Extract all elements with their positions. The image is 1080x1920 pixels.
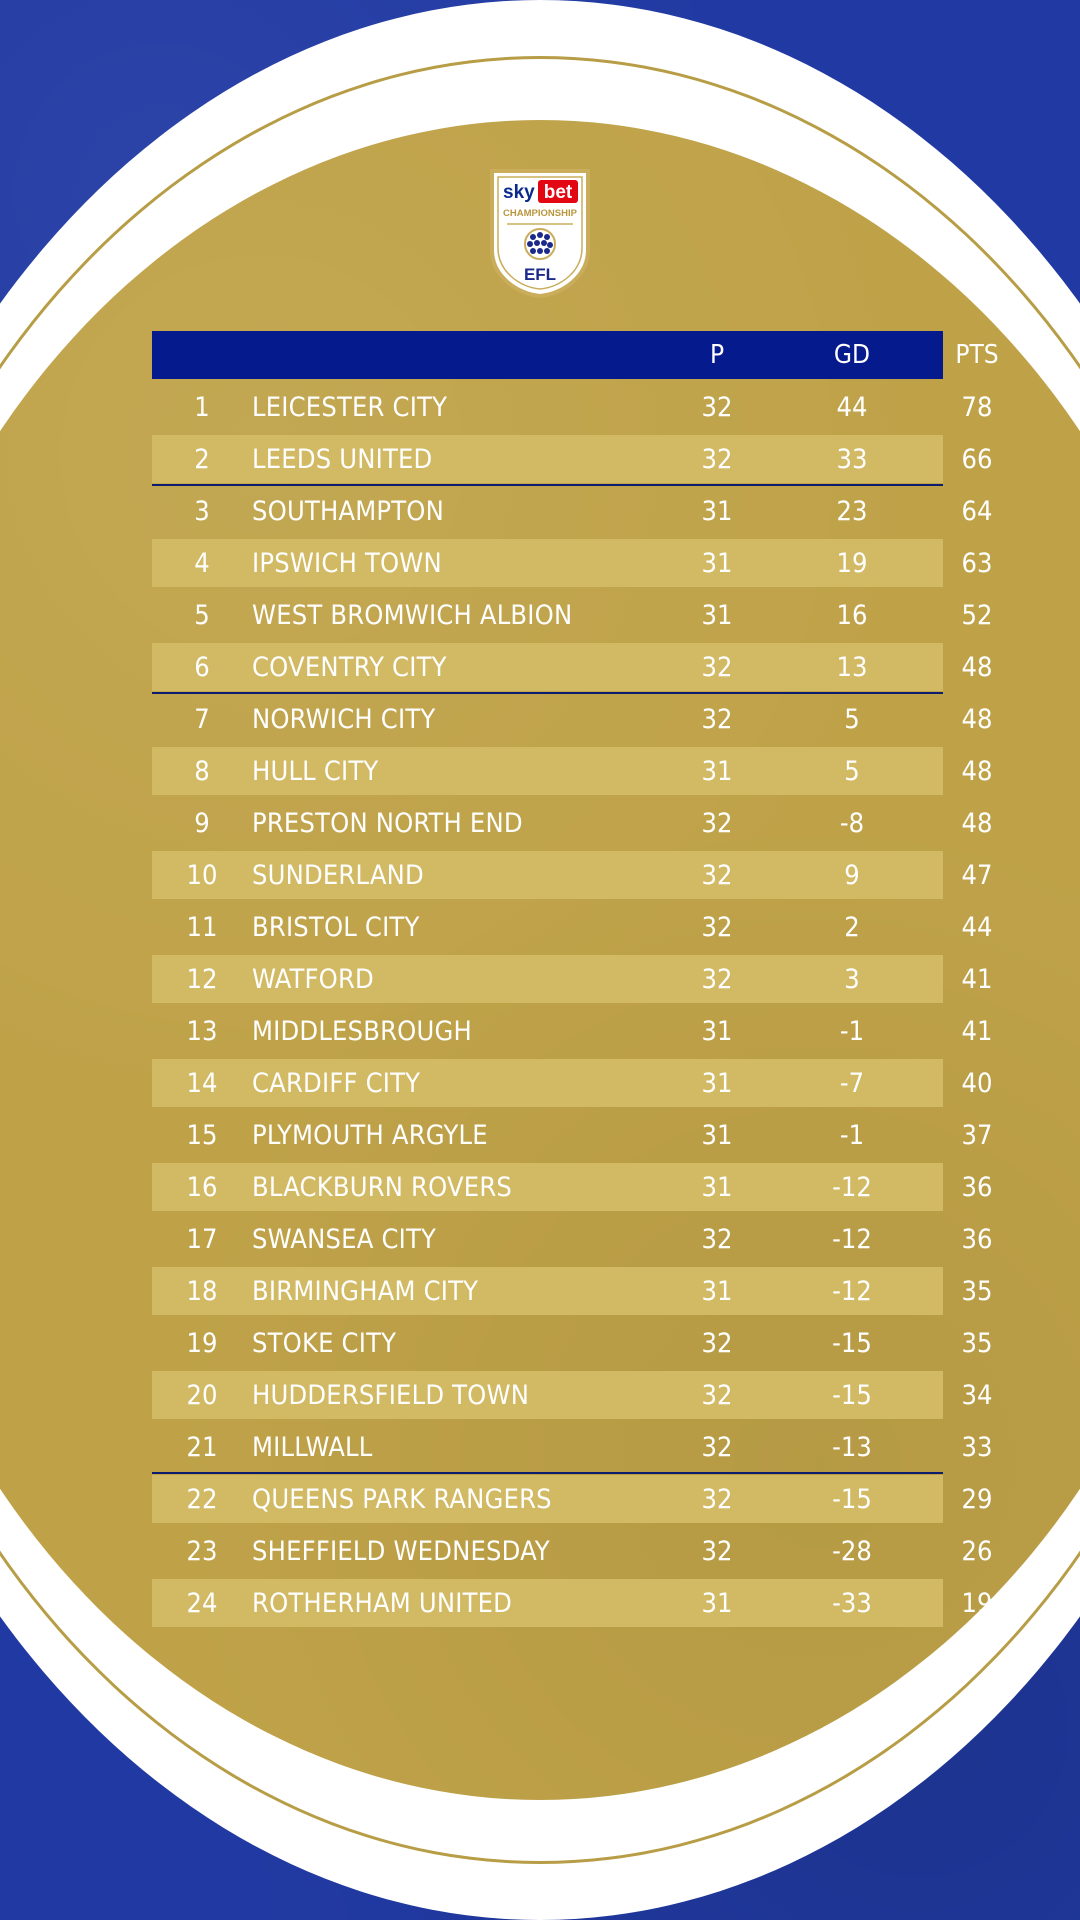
row-team-name: MILLWALL: [252, 1431, 373, 1463]
row-goal-difference: 33: [836, 443, 868, 475]
row-goal-difference: -15: [832, 1379, 872, 1411]
row-played: 32: [701, 1535, 733, 1567]
table-row: [152, 539, 993, 587]
row-team-name: NORWICH CITY: [252, 703, 436, 735]
row-goal-difference: 16: [836, 599, 868, 631]
row-played: 31: [701, 755, 733, 787]
row-points: 52: [961, 599, 993, 631]
row-played: 32: [701, 1223, 733, 1255]
row-points: 78: [961, 391, 993, 423]
row-points: 40: [961, 1067, 993, 1099]
row-position: 19: [186, 1327, 218, 1359]
row-team-name: BIRMINGHAM CITY: [252, 1275, 479, 1307]
row-played: 31: [701, 547, 733, 579]
sky-bet-championship-logo: [489, 168, 591, 298]
logo-bet-text: bet: [543, 182, 573, 203]
row-played: 32: [701, 703, 733, 735]
row-position: 12: [186, 963, 218, 995]
row-position: 9: [194, 807, 210, 839]
row-played: 32: [701, 963, 733, 995]
table-row: [152, 435, 993, 483]
row-goal-difference: -33: [832, 1587, 872, 1619]
table-row: [152, 903, 993, 951]
row-points: 26: [961, 1535, 993, 1567]
row-goal-difference: -8: [839, 807, 865, 839]
row-played: 32: [701, 1327, 733, 1359]
row-team-name: LEICESTER CITY: [252, 391, 448, 423]
row-position: 11: [186, 911, 218, 943]
row-goal-difference: -13: [832, 1431, 872, 1463]
row-goal-difference: 44: [836, 391, 868, 423]
row-points: 34: [961, 1379, 993, 1411]
row-points: 48: [961, 755, 993, 787]
table-row: [152, 643, 993, 691]
table-row: [152, 851, 993, 899]
header-goal-difference: GD: [833, 340, 871, 370]
row-position: 8: [194, 755, 210, 787]
row-points: 29: [961, 1483, 993, 1515]
row-team-name: CARDIFF CITY: [252, 1067, 421, 1099]
row-played: 32: [701, 1483, 733, 1515]
table-row: [152, 955, 993, 1003]
row-team-name: PRESTON NORTH END: [252, 807, 523, 839]
row-played: 32: [701, 391, 733, 423]
row-points: 66: [961, 443, 993, 475]
row-goal-difference: -1: [839, 1119, 865, 1151]
table-row: [152, 1579, 993, 1627]
row-played: 31: [701, 1119, 733, 1151]
row-points: 64: [961, 495, 993, 527]
row-played: 32: [701, 651, 733, 683]
table-row: [152, 1007, 993, 1055]
row-points: 41: [961, 1015, 993, 1047]
row-points: 35: [961, 1275, 993, 1307]
row-position: 14: [186, 1067, 218, 1099]
row-position: 1: [194, 391, 210, 423]
row-points: 36: [961, 1223, 993, 1255]
row-played: 31: [701, 1587, 733, 1619]
row-position: 6: [194, 651, 210, 683]
table-row: [152, 1059, 993, 1107]
table-row: [152, 1371, 993, 1419]
row-team-name: SHEFFIELD WEDNESDAY: [252, 1535, 550, 1567]
table-row: [152, 1423, 993, 1471]
row-points: 19: [961, 1587, 993, 1619]
table-row: [152, 1475, 993, 1523]
row-position: 13: [186, 1015, 218, 1047]
logo-efl-text: EFL: [523, 265, 557, 284]
row-team-name: SWANSEA CITY: [252, 1223, 437, 1255]
row-team-name: WATFORD: [252, 963, 374, 995]
row-team-name: MIDDLESBROUGH: [252, 1015, 472, 1047]
row-team-name: LEEDS UNITED: [252, 443, 433, 475]
row-goal-difference: 5: [844, 703, 860, 735]
row-team-name: BRISTOL CITY: [252, 911, 420, 943]
row-goal-difference: -28: [832, 1535, 872, 1567]
table-body: [152, 383, 993, 1627]
header-team: [252, 331, 642, 379]
row-position: 4: [194, 547, 210, 579]
row-goal-difference: 13: [836, 651, 868, 683]
header-position: [152, 331, 252, 379]
row-position: 15: [186, 1119, 218, 1151]
table-row: [152, 1267, 993, 1315]
row-points: 44: [961, 911, 993, 943]
table-row: [152, 747, 993, 795]
row-played: 32: [701, 1379, 733, 1411]
row-played: 31: [701, 495, 733, 527]
row-goal-difference: 19: [836, 547, 868, 579]
row-points: 35: [961, 1327, 993, 1359]
row-points: 48: [961, 807, 993, 839]
table-row: [152, 1111, 993, 1159]
row-points: 63: [961, 547, 993, 579]
row-goal-difference: -12: [832, 1275, 872, 1307]
efl-crest-icon: [489, 168, 591, 298]
header-played: P: [709, 340, 725, 370]
header-points: PTS: [955, 340, 999, 370]
row-goal-difference: -15: [832, 1483, 872, 1515]
row-team-name: ROTHERHAM UNITED: [252, 1587, 513, 1619]
row-position: 3: [194, 495, 210, 527]
row-points: 48: [961, 651, 993, 683]
row-played: 31: [701, 1275, 733, 1307]
row-played: 31: [701, 1067, 733, 1099]
table-row: [152, 1215, 993, 1263]
row-goal-difference: 2: [844, 911, 860, 943]
row-points: 47: [961, 859, 993, 891]
row-team-name: WEST BROMWICH ALBION: [252, 599, 573, 631]
row-points: 33: [961, 1431, 993, 1463]
row-goal-difference: 5: [844, 755, 860, 787]
row-played: 31: [701, 1171, 733, 1203]
row-team-name: COVENTRY CITY: [252, 651, 447, 683]
row-position: 5: [194, 599, 210, 631]
table-row: [152, 591, 993, 639]
row-position: 17: [186, 1223, 218, 1255]
row-played: 32: [701, 807, 733, 839]
league-table: [152, 331, 999, 1627]
row-points: 36: [961, 1171, 993, 1203]
row-position: 18: [186, 1275, 218, 1307]
row-played: 32: [701, 911, 733, 943]
row-position: 20: [186, 1379, 218, 1411]
row-position: 23: [186, 1535, 218, 1567]
row-team-name: IPSWICH TOWN: [252, 547, 442, 579]
row-played: 32: [701, 859, 733, 891]
row-points: 41: [961, 963, 993, 995]
row-goal-difference: 3: [844, 963, 860, 995]
row-points: 37: [961, 1119, 993, 1151]
row-team-name: SUNDERLAND: [252, 859, 424, 891]
row-position: 16: [186, 1171, 218, 1203]
table-row: [152, 1527, 993, 1575]
row-team-name: BLACKBURN ROVERS: [252, 1171, 513, 1203]
row-points: 48: [961, 703, 993, 735]
row-goal-difference: 9: [844, 859, 860, 891]
row-played: 32: [701, 443, 733, 475]
row-position: 2: [194, 443, 210, 475]
table-header: [152, 331, 999, 379]
row-goal-difference: 23: [836, 495, 868, 527]
row-goal-difference: -12: [832, 1171, 872, 1203]
row-position: 22: [186, 1483, 218, 1515]
row-team-name: SOUTHAMPTON: [252, 495, 444, 527]
table-row: [152, 383, 993, 431]
row-team-name: PLYMOUTH ARGYLE: [252, 1119, 488, 1151]
row-position: 21: [186, 1431, 218, 1463]
row-goal-difference: -7: [839, 1067, 865, 1099]
row-position: 10: [186, 859, 218, 891]
table-row: [152, 1319, 993, 1367]
row-position: 7: [194, 703, 210, 735]
logo-sky-text: sky: [503, 182, 535, 203]
row-goal-difference: -15: [832, 1327, 872, 1359]
row-team-name: QUEENS PARK RANGERS: [252, 1483, 552, 1515]
row-team-name: HULL CITY: [252, 755, 379, 787]
row-position: 24: [186, 1587, 218, 1619]
row-goal-difference: -12: [832, 1223, 872, 1255]
table-row: [152, 695, 993, 743]
row-played: 31: [701, 599, 733, 631]
row-played: 31: [701, 1015, 733, 1047]
row-team-name: HUDDERSFIELD TOWN: [252, 1379, 530, 1411]
table-row: [152, 799, 993, 847]
row-played: 32: [701, 1431, 733, 1463]
row-goal-difference: -1: [839, 1015, 865, 1047]
table-row: [152, 487, 993, 535]
row-team-name: STOKE CITY: [252, 1327, 397, 1359]
table-row: [152, 1163, 993, 1211]
logo-championship-text: CHAMPIONSHIP: [503, 208, 577, 219]
